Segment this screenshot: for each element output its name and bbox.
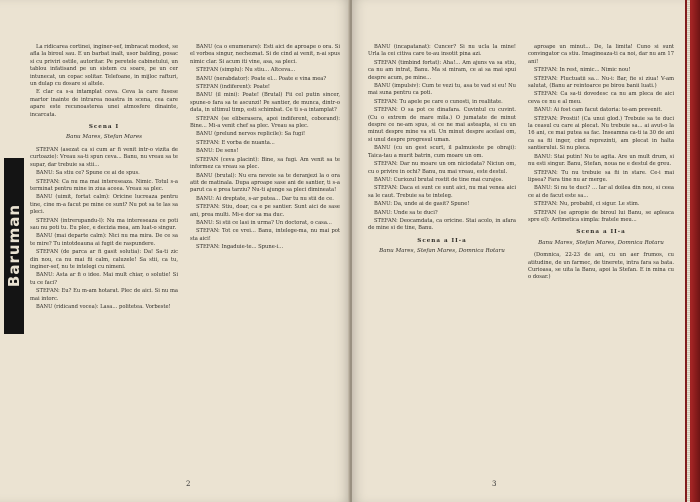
scene-heading: Scena I (88, 124, 120, 131)
book-cover-edge (685, 0, 700, 502)
dialogue-paragraph: STEFAN (intrerupandu-l): Nu ma intereseaza ce poti sau nu poti tu. Eu plec, e decizia mea, am luat-o singur. (30, 217, 178, 231)
scene-heading: Scena a II-a (576, 229, 626, 236)
dialogue-paragraph: STEFAN (se eliberasera, apoi indiferent, coborand): Bine... Mi-a venit chef sa plec. Vreau sa plec. (190, 115, 340, 130)
dialogue-paragraph: BANU: Si stii ce lasi in urma? Un doctorat, o casa... (196, 219, 332, 226)
dialogue-paragraph: E clar ca s-a intamplat ceva. Ceva la care fusese martor inainte de intrarea noastra in scena, cea care apare este recunoasterea unei atmosfere dinainte, incarcata. (30, 89, 178, 118)
dialogue-paragraph: STEFAN: E vorba de nuanta... (196, 139, 275, 146)
dialogue-paragraph: La ridicarea cortinei, inginer-sef, imbracat modest, se afla la biroul sau. E un barbat inalt, usor balding, posac si cu priviri ostile, autoritar. Pe peretele cabinetului, un tablou infatisand pe un sistem cu soare, pe un cer intunecat, un copac solitar. Telefoane, in mijloc rafturi, un dulap cu dosare si altele. (30, 44, 178, 88)
dialogue-paragraph: STEFAN: Eu? Eu m-am hotarat. Plec de aici. Si nu ma mai intorc. (30, 288, 178, 302)
dialogue-paragraph: BANU (cu un gest scurt, il palmuieste pe obraji): Taica-tau a murit batrin, cum moare un om. (368, 145, 516, 159)
dialogue-paragraph: STEFAN: Tu nu trebuie sa fii in stare. Ce-i mai lipsea? Fara tine nu ar merge. (528, 169, 674, 183)
dialogue-paragraph: BANU: De sens! (196, 148, 239, 155)
spine-text: Baruman (5, 204, 23, 288)
dialogue-paragraph: aproape un minut... De, la limita! Cuno si sunt convingator ca stiu. Imagineaza-ti ca noi, dar nu am 17 ani! (528, 44, 674, 65)
dialogue-paragraph: STEFAN (ceva placint): Bine, sa fugi. Am venit sa te informez ca vreau sa plec. (190, 156, 340, 171)
dialogue-paragraph: STEFAN (timbind fortat): Aha!... Am ajuns va sa stiu, ca nu am intrat, Banu. Ma si miram, ce ai sa mai spui despre acum, pe mine... (368, 59, 516, 81)
dialogue-paragraph: STEFAN: In rest, nimic... Nimic nou! (534, 67, 631, 74)
dialogue-paragraph: BANU: Unde sa te duci? (374, 209, 438, 216)
dialogue-paragraph: BANU: Asta ar fi o idee. Mai mult chiar, o solutie! Si tu ce faci? (30, 272, 178, 286)
dialogue-paragraph: STEFAN: Tu apele pe care o cunosti, in realitate. (374, 98, 503, 105)
right-page-number: 3 (492, 480, 497, 488)
dialogue-paragraph: BANU: Ai fost cam facut datoria: te-am prevenit. (534, 107, 663, 114)
dialogue-paragraph: STEFAN: Deocamdata, ca oricine. Stai acolo, in afara de mine si de tine, Banu. (368, 217, 516, 232)
dialogue-paragraph: BANU (ridicand vocea): Lasa... politetea. Vorbeste! (36, 304, 171, 310)
dialogue-paragraph: BANU: Curiozul brutal rostit de tine mai curajos. (374, 176, 504, 183)
spine-label (4, 158, 24, 334)
dialogue-paragraph: STEFAN: Fluctuatii sa... Nu-i: Bar, fie si ziua! V-am salutat, (Banu ar reintoarce pe birou banii luati.) (528, 75, 674, 90)
left-page-column-2 (190, 44, 340, 253)
scene-heading: Scena a II-a (417, 237, 467, 244)
dialogue-paragraph: (Domnica, 22-23 de ani, cu un aer frumos, cu atitudine, de un farmec, de tinerete, intra fara sa bata. Curioasa, se uita la Banu, apoi la Stefan. E in mina cu o dosar.) (528, 252, 674, 281)
dialogue-paragraph: STEFAN: Ca sa-ti dovedesc ca nu am pleca de aici ceva ce nu e al meu. (528, 91, 674, 105)
dialogue-paragraph: STEFAN: Prostii! (Ca unui glod.) Trebuie sa te duci la ceasul cu care ai plecat. Nu trebuie sa... ai avut-o la 16 ani, ce mai putea sa fac. Inseamna ca-ti ia 30 de ani ca sa fii inger, cind reprezinti, am plecat in halta santierului. Si nu pleca. (528, 115, 674, 152)
dialogue-paragraph: STEFAN: Daca ei sunt ce sunt aici, nu mai venea aici sa le caut. Trebuie sa te inteleg. (368, 185, 516, 199)
dialogue-paragraph: STEFAN: Ca nu ma mai intereseaza. Nimic. Totul s-a terminat pentru mine in ziua aceea. Vreau sa plec. (30, 178, 178, 192)
dialogue-paragraph: BANU: Ai dreptate, s-ar putea... Dar tu nu stii de ce. (196, 195, 334, 202)
dialogue-paragraph: BANU: Si nu te duci? ... Iar al doilea din nou, si ceea ce ai de facut este sa... (528, 185, 674, 199)
dialogue-paragraph: STEFAN (se apropie de biroul lui Banu, se apleaca spre el): Aritmetica simpla: fratele meu... (528, 209, 674, 223)
dialogue-paragraph: STEFAN (indiferent): Poate! (196, 84, 271, 91)
dialogue-paragraph: STEFAN (asezat ca si cum ar fi venit intr-o vizita de curtoazie): Vreau sa-ti spun ceva... Banu, nu vreau sa te supar, dar trebuie sa stii... (30, 146, 178, 168)
cast-list: Banu Mares, Stefan Mares (66, 134, 142, 141)
dialogue-paragraph: BANU (ca o enumerare): Esti aici de aproape o ora. Si el vorbea singur, necheznat. Si de cind ai venit, n-ai spus nimic clar. Si acum iti vine, asa, sa pleci. (190, 44, 340, 65)
left-page-number: 2 (186, 480, 191, 488)
dialogue-paragraph: BANU: Da, unde ai de gasit? Spune! (374, 201, 470, 208)
right-page-column-1 (368, 44, 516, 261)
dialogue-paragraph: BANU (impulsiv): Cum te vezi tu, asa te vad si eu! Nu mai suna pentru ca poti. (368, 83, 516, 97)
right-page (352, 0, 685, 502)
dialogue-paragraph: BANU (uimit, fortat calm): Oricine lucreaza pentru tine, cine m-a facut pe mine ce sunt? Nu pot sa te las sa pleci. (30, 194, 178, 216)
dialogue-paragraph: STEFAN: Dar nu moare un om niciodata? Niciun om, cu o privire in ochi? Banu, nu mai vreau, este destul. (368, 161, 516, 175)
dialogue-paragraph: STEFAN (simplu): Nu stiu... Altceva... (196, 67, 296, 74)
dialogue-paragraph: BANU (il mini): Poate! (Brutal) Fii cel putin sincer, spune-o fara sa te ascunzi! Pe santier, de munca, dintr-o data, in ultimul timp, esti schimbat. Ce ti s-a intamplat? (190, 92, 340, 114)
dialogue-paragraph: STEFAN: Ingaduie-te... Spune-i... (196, 244, 284, 251)
dialogue-paragraph: STEFAN: Nu, probabil, ci sigur. Le stim. (534, 201, 640, 208)
dialogue-paragraph: BANU: Stai putin! Nu te agita. Are un mult drum, si nu esti singur. Banu, Stefan, noua ne e destul de greu. (528, 153, 674, 168)
dialogue-paragraph: BANU (prelund nervos replicile): Sa fugi! (196, 131, 306, 138)
right-page-column-2 (528, 44, 674, 283)
left-page-column-1 (30, 44, 178, 312)
dialogue-paragraph: BANU (nerabdator): Poate el... Poate e vina mea? (196, 75, 327, 82)
dialogue-paragraph: BANU: Sa stiu ce? Spune ce ai de spus. (36, 170, 140, 177)
dialogue-paragraph: BANU (brutal): Nu era nevoie sa te deranjezi la o ora atit de matinala. Dupa aproape sase ani de santier, ti s-a parut ca e prea tarziu? Nu-ti ajunge sa pleci dimineata! (190, 172, 340, 194)
dialogue-paragraph: STEFAN: Tot ce vrei... Banu, intelege-ma, nu mai pot sta aici! (190, 228, 340, 242)
dialogue-paragraph: STEFAN (de parca ar fi gasit solutia): Da! Sa-ti zic din nou, ca nu mai fii calm, caluzele! Sa stii, ca tu, inginer-sef, nu te intelegi cu nimeni. (30, 249, 178, 270)
dialogue-paragraph: BANU (incapatanat): Cuncer? Si nu ucla la mine! Urla la cei citiva care te-au insotit pina azi. (368, 44, 516, 58)
dialogue-paragraph: BANU (mai departe calm): Nici nu ma mira. De ce sa te mire? Tu intotdeauna ai fugit de raspundere. (30, 233, 178, 247)
dialogue-paragraph: STEFAN: O sa pot ce dinafara. Cuvintul cu cuvint. (Cu o extrem de mare mila.) O jumatate de minut despre ce ne-am spus, si ce ne mai asteapta, si cu un minut despre mine va sti. Un minut despre acelasi om, si unul despre progresul uman. (368, 107, 516, 143)
cast-list: Banu Mares, Stefan Mares, Domnica Rotaru (379, 248, 505, 255)
dialogue-paragraph: STEFAN: Stiu, doar, ca e pe santier. Sunt aici de sase ani, prea multi. Mi-e dor sa ma duc. (190, 204, 340, 218)
cast-list: Banu Mares, Stefan Mares, Domnica Rotaru (538, 239, 664, 246)
